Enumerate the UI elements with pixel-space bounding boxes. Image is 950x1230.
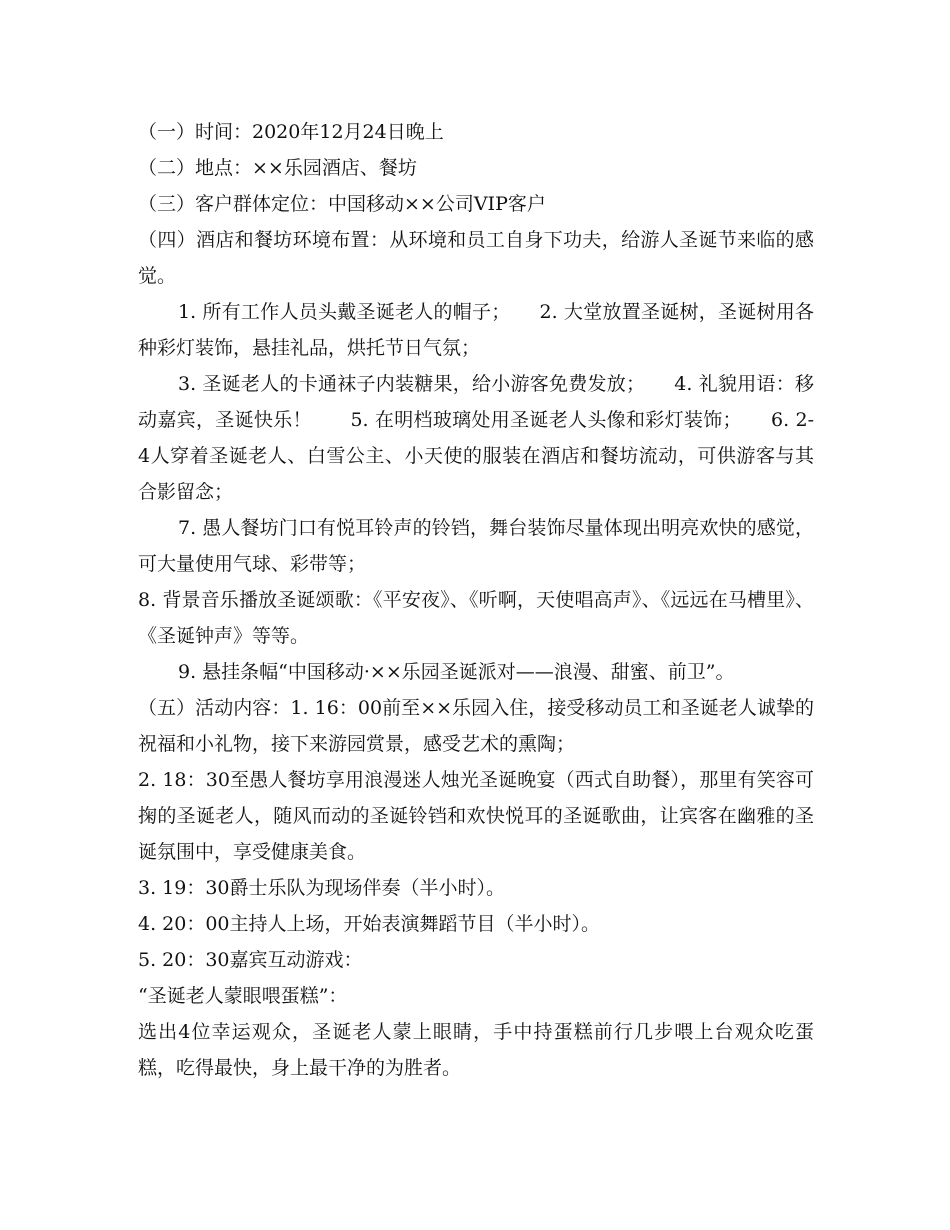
paragraph-decoration-items-1-2: 1. 所有工作人员头戴圣诞老人的帽子； 2. 大堂放置圣诞树，圣诞树用各种彩灯装饰，悬挂礼品，烘托节日气氛； — [138, 301, 814, 359]
paragraph-activity-item-2: 2. 18：30至愚人餐坊享用浪漫迷人烛光圣诞晚宴（西式自助餐），那里有笑容可掬的圣诞老人，随风而动的圣诞铃铛和欢快悦耳的圣诞歌曲，让宾客在幽雅的圣诞氛围中，享受健康美食。 — [138, 769, 814, 863]
paragraph-decoration-item-7: 7. 愚人餐坊门口有悦耳铃声的铃铛，舞台装饰尽量体现出明亮欢快的感觉，可大量使用气球、彩带等； — [138, 517, 814, 575]
paragraph-location: （二）地点：××乐园酒店、餐坊 — [138, 157, 417, 179]
paragraph-activity-heading: （五）活动内容：1. 16：00前至××乐园入住，接受移动员工和圣诞老人诚挚的祝福和小礼物，接下来游园赏景，感受艺术的熏陶； — [138, 697, 814, 755]
paragraph-decoration-heading: （四）酒店和餐坊环境布置：从环境和员工自身下功夫，给游人圣诞节来临的感觉。 — [138, 229, 814, 287]
paragraph-activity-item-5: 5. 20：30嘉宾互动游戏： — [138, 949, 363, 971]
paragraph-game-title: “圣诞老人蒙眼喂蛋糕”： — [138, 985, 348, 1007]
document-body — [138, 114, 814, 1086]
paragraph-customer-group: （三）客户群体定位：中国移动××公司VIP客户 — [138, 193, 546, 215]
paragraph-activity-item-4: 4. 20：00主持人上场，开始表演舞蹈节目（半小时）。 — [138, 913, 601, 935]
paragraph-game-description: 选出4位幸运观众，圣诞老人蒙上眼睛，手中持蛋糕前行几步喂上台观众吃蛋糕，吃得最快，身上最干净的为胜者。 — [138, 1021, 814, 1079]
paragraph-time: （一）时间：2020年12月24日晚上 — [138, 121, 444, 143]
paragraph-decoration-items-3-6: 3. 圣诞老人的卡通袜子内装糖果，给小游客免费发放； 4. 礼貌用语：移动嘉宾，圣诞快乐！ 5. 在明档玻璃处用圣诞老人头像和彩灯装饰； 6. 2-4人穿着圣诞老人、白雪公主、小天使的服装在酒店和餐坊流动，可供游客与其合影留念； — [138, 373, 814, 503]
paragraph-activity-item-3: 3. 19：30爵士乐队为现场伴奏（半小时）。 — [138, 877, 506, 899]
paragraph-decoration-item-8: 8. 背景音乐播放圣诞颂歌：《平安夜》、《听啊，天使唱高声》、《远远在马槽里》、《圣诞钟声》等等。 — [138, 589, 814, 647]
paragraph-decoration-item-9: 9. 悬挂条幅“中国移动·××乐园圣诞派对——浪漫、甜蜜、前卫”。 — [178, 661, 735, 683]
